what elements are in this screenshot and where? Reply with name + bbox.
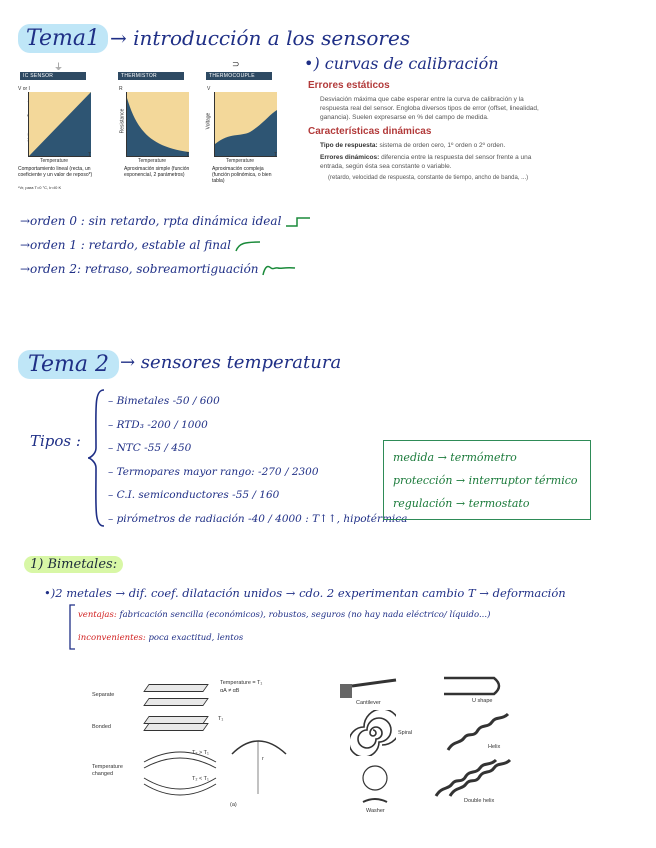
ic-sensor-icon: ⏚ <box>54 63 64 73</box>
calib-heading <box>304 54 499 73</box>
brace-icon <box>86 388 106 528</box>
ushape-label: U shape <box>472 698 493 704</box>
temp-eq-label: Temperature = T₁ <box>220 680 263 686</box>
use-item: medida → termómetro <box>393 451 517 464</box>
helix-icon <box>444 710 514 756</box>
polynomial-curve <box>215 92 277 156</box>
order-2-text: →orden 2: retraso, sobreamortiguación <box>20 262 259 276</box>
washer-icon <box>360 764 390 808</box>
tipo-item: – C.I. semiconductores -55 / 160 <box>108 489 280 501</box>
errores-title: Errores estáticos <box>308 80 390 91</box>
axis-label: Resistance <box>119 108 126 134</box>
dyn-err-text: diferencia entre la respuesta del sensor frente a una entrada, según ésta sea constante o variable. <box>320 154 532 170</box>
axis-label: R <box>119 86 123 92</box>
ventajas <box>78 610 490 620</box>
sensor-ic <box>18 63 93 190</box>
axis-label: T <box>88 152 92 158</box>
first-order-icon <box>235 240 261 252</box>
sensor-header: THERMISTOR <box>118 72 184 80</box>
sensor-plot <box>126 92 189 157</box>
plate-b <box>143 698 209 706</box>
cantilever-label: Cantilever <box>356 700 381 706</box>
bullet: •) <box>304 54 320 73</box>
a-label: (a) <box>230 802 237 808</box>
dyn-tipo-text: sistema de orden cero, 1º orden o 2º orden. <box>379 142 506 149</box>
tipos-label: Tipos : <box>30 432 81 450</box>
tema2-title: Tema 2 <box>18 350 119 379</box>
tipo-item: – RTD₃ -200 / 1000 <box>108 418 208 431</box>
axis-label: T <box>186 152 190 158</box>
washer-label: Washer <box>366 808 385 814</box>
dyn-title: Características dinámicas <box>308 126 432 137</box>
sensor-thermistor <box>118 72 190 178</box>
axis-label: T <box>274 152 278 158</box>
bimetales-heading: 1) Bimetales: <box>24 556 123 573</box>
use-item: protección → interruptor térmico <box>393 474 578 487</box>
spiral-icon <box>350 710 396 756</box>
sensor-plot <box>214 92 277 157</box>
bonded-plate-b <box>143 723 209 731</box>
cantilever-icon <box>338 676 400 700</box>
dyn-tipo-label: Tipo de respuesta: <box>320 142 378 149</box>
sensor-header: THERMOCOUPLE <box>206 72 272 80</box>
thermocouple-icon: ⊃ <box>232 60 240 70</box>
sensor-plot <box>28 92 91 157</box>
bracket-icon <box>68 604 76 650</box>
sensor-header: IC SENSOR <box>20 72 86 80</box>
dyn-err <box>320 153 545 171</box>
calib-heading-text: curvas de calibración <box>324 54 499 73</box>
exponential-curve <box>127 92 189 156</box>
r-label: r <box>262 756 264 762</box>
second-order-icon <box>262 264 296 276</box>
double-helix-icon <box>432 756 522 800</box>
axis-label: Temperature <box>40 158 69 164</box>
double-helix-label: Double helix <box>464 798 495 804</box>
t1-label: T₁ <box>218 716 224 722</box>
spiral-label: Spiral <box>398 730 413 736</box>
tema2-subtitle: → sensores temperatura <box>120 352 342 373</box>
t2-label: T₂ > T₁ <box>192 750 209 756</box>
alpha-label: αA ≠ αB <box>220 688 240 694</box>
axis-label: V or I <box>18 86 30 92</box>
tipo-item: – Termopares mayor rango: -270 / 2300 <box>108 465 319 478</box>
sensor-caption: Comportamiento lineal (recta, un coeficiente y un valor de reposo*) <box>18 166 93 178</box>
order-0 <box>20 214 311 228</box>
axis-label: Temperature <box>138 158 167 164</box>
order-2 <box>20 262 296 276</box>
dyn-tipo <box>320 141 545 150</box>
errores-text: Desviación máxima que cabe esperar entre la curva de calibración y la respuesta real del sensor. Engloba diversos tipos de error (offset, linealidad, ganancia). Suelen expresarse en % del campo de medida. <box>320 96 539 121</box>
axis-label: Voltage <box>205 112 212 130</box>
helix-label: Helix <box>488 744 501 750</box>
temp-changed-label: Temperature changed <box>92 764 123 777</box>
tipo-item: – Bimetales -50 / 600 <box>108 395 220 407</box>
tipo-item: – NTC -55 / 450 <box>108 442 192 454</box>
order-1-text: →orden 1 : retardo, estable al final <box>20 238 231 252</box>
dyn-note: (retardo, velocidad de respuesta, constante de tiempo, ancho de banda, ...) <box>328 175 529 181</box>
sensor-note: *Vr, para T=0 °C, Ir=I0 K <box>18 185 62 190</box>
order-1 <box>20 238 261 252</box>
tipo-item: – pirómetros de radiación -40 / 4000 : T↑↑, hipotérmica <box>108 512 408 525</box>
ventajas-text: fabricación sencilla (económicos), robustos, seguros (no hay nada eléctrico/ líquido...) <box>119 610 491 620</box>
sensor-caption: Aproximación simple (función exponencial, 2 parámetros) <box>124 166 190 178</box>
sensor-thermocouple <box>205 60 278 184</box>
bimetales-line: •)2 metales → dif. coef. dilatación unidos → cdo. 2 experimentan cambio T → deformación <box>44 586 566 600</box>
tipos-list <box>108 390 407 531</box>
inconv-text: poca exactitud, lentos <box>148 633 244 643</box>
t2b-label: T₂ < T₁ <box>192 776 209 782</box>
linear-curve <box>29 92 91 156</box>
axis-label: Temperature <box>226 158 255 164</box>
sensor-caption: Aproximación compleja (función polinómica, o bien tabla) <box>212 166 272 184</box>
tema1-subtitle: → introducción a los sensores <box>110 26 411 50</box>
inconv-label: inconvenientes: <box>78 633 146 643</box>
axis-label: V <box>207 86 211 92</box>
arc-diagram <box>228 724 290 804</box>
ventajas-label: ventajas: <box>78 610 117 620</box>
use-item: regulación → termostato <box>393 497 530 510</box>
step-response-icon <box>285 216 311 228</box>
tema1-title: Tema1 <box>18 24 108 53</box>
plate-a <box>143 684 209 692</box>
separate-label: Separate <box>92 692 115 698</box>
dyn-err-label: Errores dinámicos: <box>320 154 380 161</box>
order-0-text: →orden 0 : sin retardo, rpta dinámica ideal <box>20 214 282 228</box>
uses-list <box>393 446 578 515</box>
bonded-label: Bonded <box>92 724 111 730</box>
inconvenientes <box>78 633 243 643</box>
